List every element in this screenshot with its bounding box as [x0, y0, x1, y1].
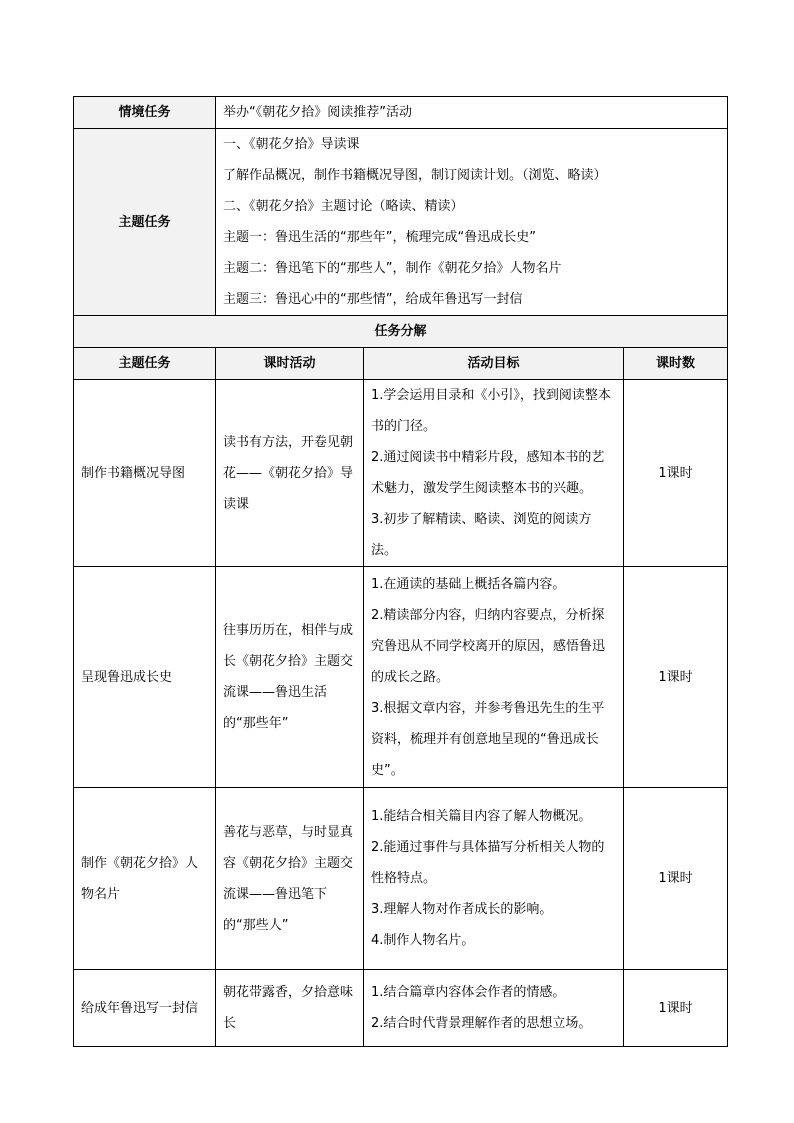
- theme-task-row: [74, 129, 728, 316]
- goals-cell: [364, 380, 624, 567]
- task-cell: 呈现鲁迅成长史: [74, 567, 216, 788]
- theme-task-line: 了解作品概况，制作书籍概况导图，制订阅读计划。（浏览、略读）: [223, 168, 607, 183]
- task-cell: 给成年鲁迅写一封信: [74, 970, 216, 1047]
- theme-task-line: 一、《朝花夕拾》导读课: [223, 137, 360, 152]
- goal-item: 1.结合篇章内容体会作者的情感。: [371, 985, 566, 1000]
- theme-task-content: [216, 129, 728, 316]
- goal-item: 3.根据文章内容，并参考鲁迅先生的生平资料，梳理并有创意地呈现的“鲁迅成长史”。: [371, 700, 605, 778]
- theme-task-line: 主题三：鲁迅心中的“那些情”，给成年鲁迅写一封信: [223, 292, 523, 307]
- goal-item: 2.通过阅读书中精彩片段，感知本书的艺术魅力，激发学生阅读整本书的兴趣。: [371, 450, 605, 496]
- table-row: [74, 788, 728, 970]
- activity-cell: 往事历历在，相伴与成长《朝花夕拾》主题交流课——鲁迅生活的“那些年”: [216, 567, 364, 788]
- goal-item: 4.制作人物名片。: [371, 933, 475, 948]
- goal-item: 2.能通过事件与具体描写分析相关人物的性格特点。: [371, 840, 605, 886]
- hours-cell: 1课时: [624, 380, 728, 567]
- theme-task-line: 主题一：鲁迅生活的“那些年”，梳理完成“鲁迅成长史”: [223, 230, 536, 245]
- task-cell: 制作《朝花夕拾》人物名片: [74, 788, 216, 970]
- activity-cell: 朝花带露香，夕拾意味长: [216, 970, 364, 1047]
- goal-item: 1.能结合相关篇目内容了解人物概况。: [371, 809, 592, 824]
- scenario-label: 情境任务: [74, 97, 216, 129]
- goal-item: 1.学会运用目录和《小引》，找到阅读整本书的门径。: [371, 388, 611, 434]
- goal-item: 3.初步了解精读、略读、浏览的阅读方法。: [371, 512, 592, 558]
- goals-cell: [364, 567, 624, 788]
- table-row: [74, 380, 728, 567]
- column-header: 活动目标: [364, 348, 624, 380]
- hours-cell: 1课时: [624, 567, 728, 788]
- column-header: 主题任务: [74, 348, 216, 380]
- scenario-row: [74, 97, 728, 129]
- breakdown-title: 任务分解: [74, 316, 728, 348]
- task-cell: 制作书籍概况导图: [74, 380, 216, 567]
- column-header: 课时数: [624, 348, 728, 380]
- goals-cell: [364, 970, 624, 1047]
- theme-task-line: 二、《朝花夕拾》主题讨论（略读、精读）: [223, 199, 464, 214]
- lesson-plan-table: [73, 96, 728, 1047]
- breakdown-title-row: [74, 316, 728, 348]
- scenario-value: 举办“《朝花夕拾》阅读推荐”活动: [216, 97, 728, 129]
- table-row: [74, 567, 728, 788]
- theme-task-line: 主题二：鲁迅笔下的“那些人”，制作《朝花夕拾》人物名片: [223, 261, 562, 276]
- column-header-row: [74, 348, 728, 380]
- hours-cell: 1课时: [624, 788, 728, 970]
- goals-cell: [364, 788, 624, 970]
- activity-cell: 读书有方法，开卷见朝花——《朝花夕拾》导读课: [216, 380, 364, 567]
- goal-item: 2.精读部分内容，归纳内容要点，分析探究鲁迅从不同学校离开的原因，感悟鲁迅的成长之路。: [371, 607, 606, 685]
- table-row: [74, 970, 728, 1047]
- goal-item: 1.在通读的基础上概括各篇内容。: [371, 576, 566, 592]
- theme-task-label: 主题任务: [74, 129, 216, 316]
- hours-cell: 1课时: [624, 970, 728, 1047]
- goal-item: 3.理解人物对作者成长的影响。: [371, 902, 553, 917]
- column-header: 课时活动: [216, 348, 364, 380]
- activity-cell: 善花与恶草，与时显真容《朝花夕拾》主题交流课——鲁迅笔下的“那些人”: [216, 788, 364, 970]
- goal-item: 2.结合时代背景理解作者的思想立场。: [371, 1016, 592, 1031]
